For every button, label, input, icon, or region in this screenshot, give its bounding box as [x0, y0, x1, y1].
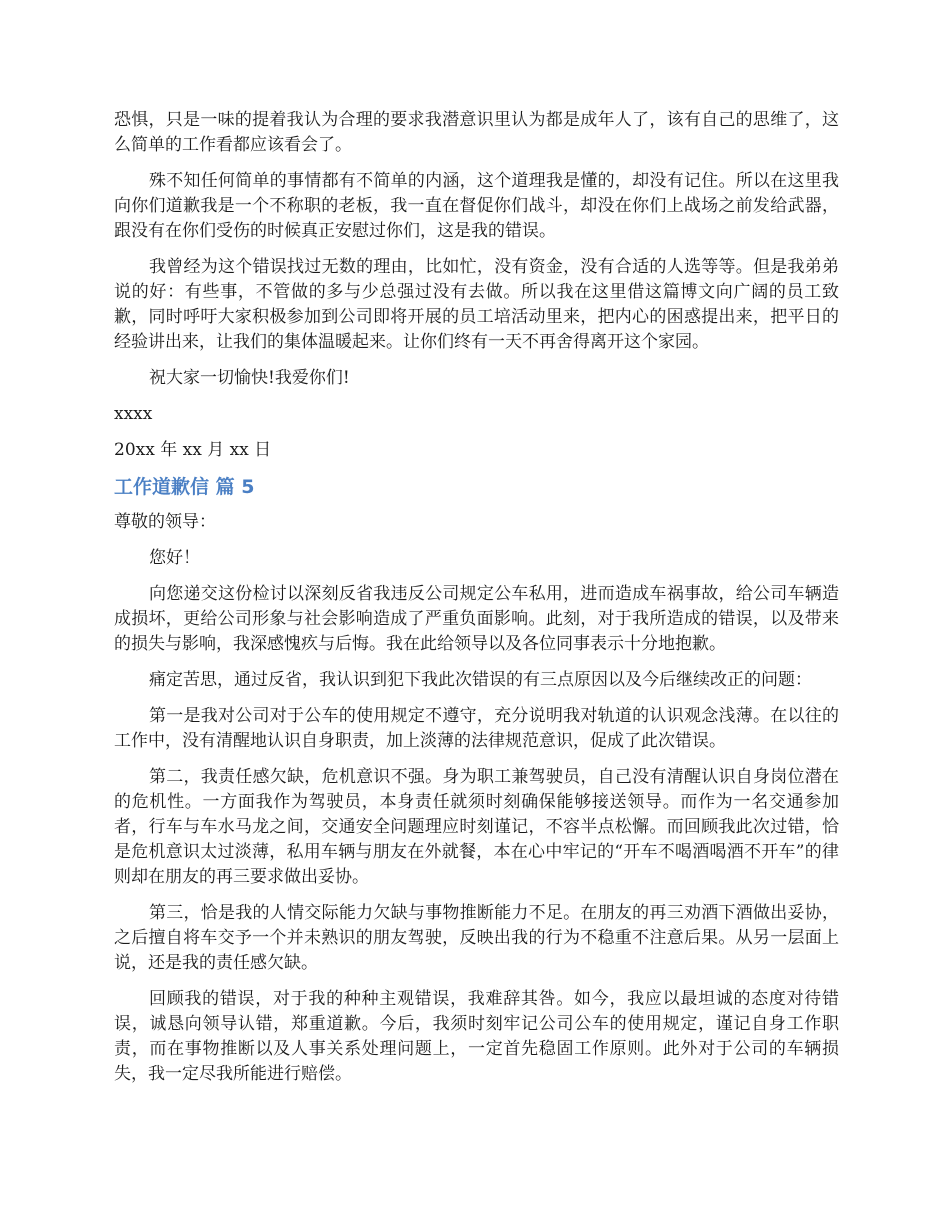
paragraph-continuation-1: 恐惧，只是一味的提着我认为合理的要求我潜意识里认为都是成年人了，该有自己的思维了，这么简单的工作看都应该看会了。 [114, 110, 839, 155]
paragraph: 痛定苦思，通过反省，我认识到犯下我此次错误的有三点原因以及今后继续改正的问题： [149, 670, 812, 690]
paragraph: 第三，恰是我的人情交际能力欠缺与事物推断能力不足。在朋友的再三劝酒下酒做出妥协，之后擅自将车交予一个并未熟识的朋友驾驶，反映出我的行为不稳重不注意后果。从另一层面上说，还是我的责任感欠缺。 [114, 903, 839, 973]
paragraph: 回顾我的错误，对于我的种种主观错误，我难辞其咎。如今，我应以最坦诚的态度对待错误，诚恳向领导认错，郑重道歉。今后，我须时刻牢记公司公车的使用规定，谨记自身工作职责，而在事物推断以及人事关系处理问题上，一定首先稳固工作原则。此外对于公司的车辆损失，我一定尽我所能进行赔偿。 [114, 989, 839, 1084]
letter-date: 20xx 年 xx 月 xx 日 [114, 440, 272, 460]
paragraph: 第一是我对公司对于公车的使用规定不遵守，充分说明我对轨道的认识观念浅薄。在以往的工作中，没有清醒地认识自身职责，加上淡薄的法律规范意识，促成了此次错误。 [114, 706, 839, 751]
greeting: 您好！ [149, 548, 200, 568]
paragraph-continuation-3: 我曾经为这个错误找过无数的理由，比如忙，没有资金，没有合适的人选等等。但是我弟弟说的好：有些事，不管做的多与少总强过没有去做。所以我在这里借这篇博文向广阔的员工致歉，同时呼吁大家积极参加到公司即将开展的员工培活动里来，把内心的困惑提出来，把平日的经验讲出来，让我们的集体温暖起来。让你们终有一天不再舍得离开这个家园。 [114, 257, 839, 352]
signature: xxxx [114, 404, 153, 424]
section-heading: 工作道歉信 篇 5 [114, 476, 255, 498]
paragraph: 向您递交这份检讨以深刻反省我违反公司规定公车私用，进而造成车祸事故，给公司车辆造成损坏，更给公司形象与社会影响造成了严重负面影响。此刻，对于我所造成的错误，以及带来的损失与影响，我深感愧疚与后悔。我在此给领导以及各位同事表示十分地抱歉。 [114, 584, 839, 654]
closing-wish: 祝大家一切愉快!我爱你们! [149, 368, 350, 388]
salutation: 尊敬的领导： [114, 512, 216, 532]
paragraph-continuation-2: 殊不知任何简单的事情都有不简单的内涵，这个道理我是懂的，却没有记住。所以在这里我向你们道歉我是一个不称职的老板，我一直在督促你们战斗，却没在你们上战场之前发给武器，跟没有在你们受伤的时候真正安慰过你们，这是我的错误。 [114, 171, 839, 241]
document-body [114, 108, 839, 1098]
paragraph: 第二，我责任感欠缺，危机意识不强。身为职工兼驾驶员，自己没有清醒认识自身岗位潜在的危机性。一方面我作为驾驶员，本身责任就须时刻确保能够接送领导。而作为一名交通参加者，行车与车水马龙之间，交通安全问题理应时刻谨记，不容半点松懈。而回顾我此次过错，恰是危机意识太过淡薄，私用车辆与朋友在外就餐，本在心中牢记的“开车不喝酒喝酒不开车”的律则却在朋友的再三要求做出妥协。 [114, 767, 839, 887]
